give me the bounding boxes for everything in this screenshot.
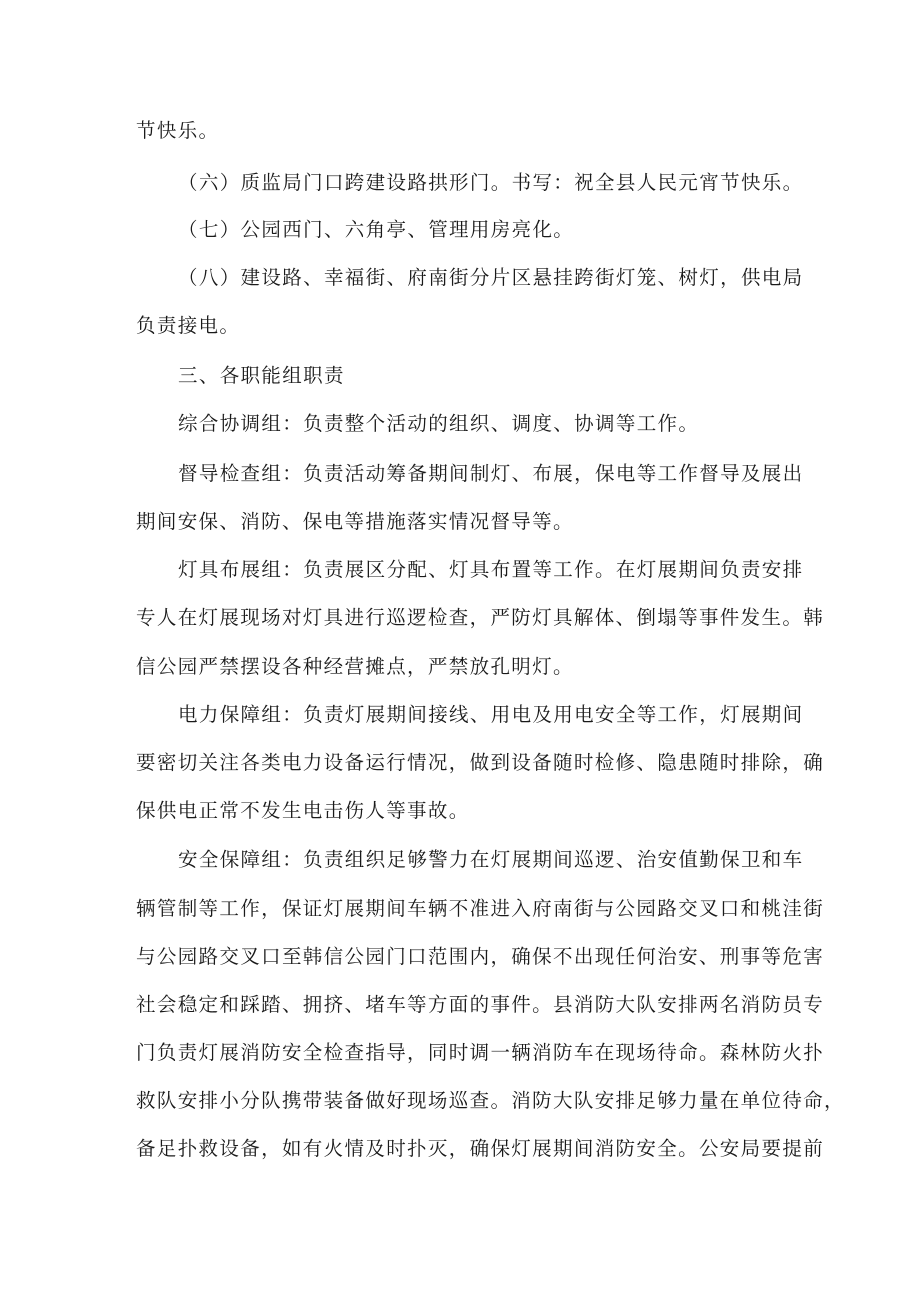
- text-line-17: 辆管制等工作，保证灯展期间车辆不准进入府南街与公园路交叉口和桃洼街: [136, 897, 825, 920]
- text-line-20: 门负责灯展消防安全检查指导，同时调一辆消防车在现场待命。森林防火扑: [136, 1041, 825, 1064]
- lighting-group: 灯具布展组：负责展区分配、灯具布置等工作。在灯展期间负责安排: [178, 558, 804, 581]
- text-line-5: 负责接电。: [136, 314, 241, 337]
- text-line-1: 节快乐。: [136, 119, 220, 142]
- item-eight: （八）建设路、幸福街、府南街分片区悬挂跨街灯笼、树灯，供电局: [178, 266, 804, 289]
- section-heading: 三、各职能组职责: [178, 364, 345, 387]
- text-line-15: 保供电正常不发生电击伤人等事故。: [136, 799, 470, 822]
- text-line-21: 救队安排小分队携带装备做好现场巡查。消防大队安排足够力量在单位待命，: [136, 1089, 845, 1112]
- item-seven: （七）公园西门、六角亭、管理用房亮化。: [178, 218, 575, 241]
- supervision-group: 督导检查组：负责活动筹备期间制灯、布展，保电等工作督导及展出: [178, 462, 804, 485]
- text-line-22: 备足扑救设备，如有火情及时扑灭，确保灯展期间消防安全。公安局要提前: [136, 1137, 825, 1160]
- text-line-9: 期间安保、消防、保电等措施落实情况督导等。: [136, 510, 574, 533]
- text-line-12: 信公园严禁摆设各种经营摊点，严禁放孔明灯。: [136, 655, 574, 678]
- item-six: （六）质监局门口跨建设路拱形门。书写：祝全县人民元宵节快乐。: [178, 171, 804, 194]
- coordination-group: 综合协调组：负责整个活动的组织、调度、协调等工作。: [178, 412, 700, 435]
- text-line-11: 专人在灯展现场对灯具进行巡逻检查，严防灯具解体、倒塌等事件发生。韩: [136, 606, 825, 629]
- text-line-18: 与公园路交叉口至韩信公园门口范围内，确保不出现任何治安、刑事等危害: [136, 945, 825, 968]
- power-group: 电力保障组：负责灯展期间接线、用电及用电安全等工作，灯展期间: [178, 703, 804, 726]
- text-line-14: 要密切关注各类电力设备运行情况，做到设备随时检修、隐患随时排除，确: [136, 751, 825, 774]
- text-line-19: 社会稳定和踩踏、拥挤、堵车等方面的事件。县消防大队安排两名消防员专: [136, 993, 825, 1016]
- security-group: 安全保障组：负责组织足够警力在灯展期间巡逻、治安值勤保卫和车: [178, 848, 804, 871]
